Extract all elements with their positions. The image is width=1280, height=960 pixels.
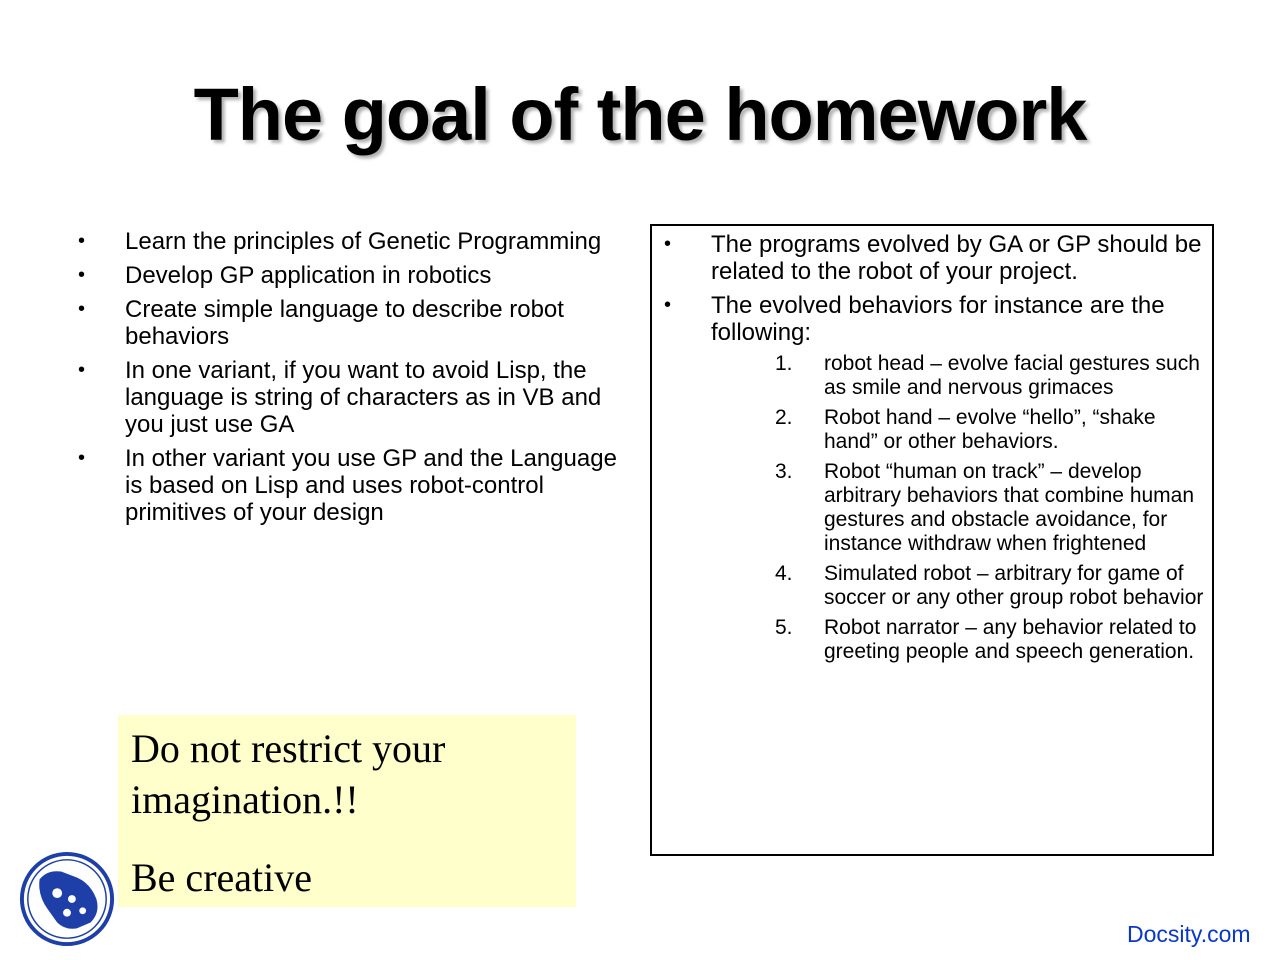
behavior-item [711,406,1209,454]
right-text-box [650,224,1214,856]
bullet-text: The programs evolved by GA or GP should be related to the robot of your project. [711,231,1202,285]
bullet-item [664,292,1209,664]
item-text: Robot narrator – any behavior related to greeting people and speech generation. [824,616,1197,663]
bullet-icon: • [78,230,86,252]
bullet-icon: • [664,233,672,255]
bullet-item [78,262,638,289]
bullet-icon: • [664,294,672,316]
behavior-item [711,562,1209,610]
bullet-icon: • [78,447,86,469]
item-number: 4. [775,562,793,585]
bullet-icon: • [78,298,86,320]
item-text: Robot hand – evolve “hello”, “shake hand” or other behaviors. [824,406,1156,453]
bullet-item [664,231,1209,285]
item-number: 1. [775,352,793,375]
bullet-text: Develop GP application in robotics [125,262,492,289]
item-text: Simulated robot – arbitrary for game of soccer or any other group robot behavior [824,562,1204,609]
right-column [664,231,1209,671]
university-seal-icon [18,850,116,948]
docsity-watermark[interactable]: Docsity.com [1127,921,1251,947]
behavior-list [711,352,1209,664]
item-number: 5. [775,616,793,639]
slide-title: The goal of the homework [193,73,1087,156]
behavior-item [711,616,1209,664]
left-column [78,228,638,533]
bullet-text: The evolved behaviors for instance are the following: [711,292,1165,346]
behavior-item [711,460,1209,556]
behavior-item [711,352,1209,400]
bullet-item [78,445,638,526]
left-bullet-list [78,228,638,526]
bullet-item [78,228,638,255]
bullet-text: Learn the principles of Genetic Programming [125,228,602,255]
bullet-icon: • [78,264,86,286]
callout-line-1: Do not restrict your imagination.!! [131,726,446,822]
item-number: 2. [775,406,793,429]
callout-box [118,715,576,907]
item-text: robot head – evolve facial gestures such as smile and nervous grimaces [824,352,1200,399]
bullet-text: In one variant, if you want to avoid Lisp, the language is string of characters as in VB and you just use GA [125,357,602,438]
right-bullet-list [664,231,1209,664]
item-number: 3. [775,460,793,483]
bullet-icon: • [78,359,86,381]
bullet-text: In other variant you use GP and the Language is based on Lisp and uses robot-control primitives of your design [125,445,617,526]
callout-line-2: Be creative [131,855,312,900]
bullet-text: Create simple language to describe robot behaviors [125,296,564,350]
bullet-item [78,296,638,350]
bullet-item [78,357,638,438]
item-text: Robot “human on track” – develop arbitrary behaviors that combine human gestures and obstacle avoidance, for instance withdraw when frightened [824,460,1195,555]
